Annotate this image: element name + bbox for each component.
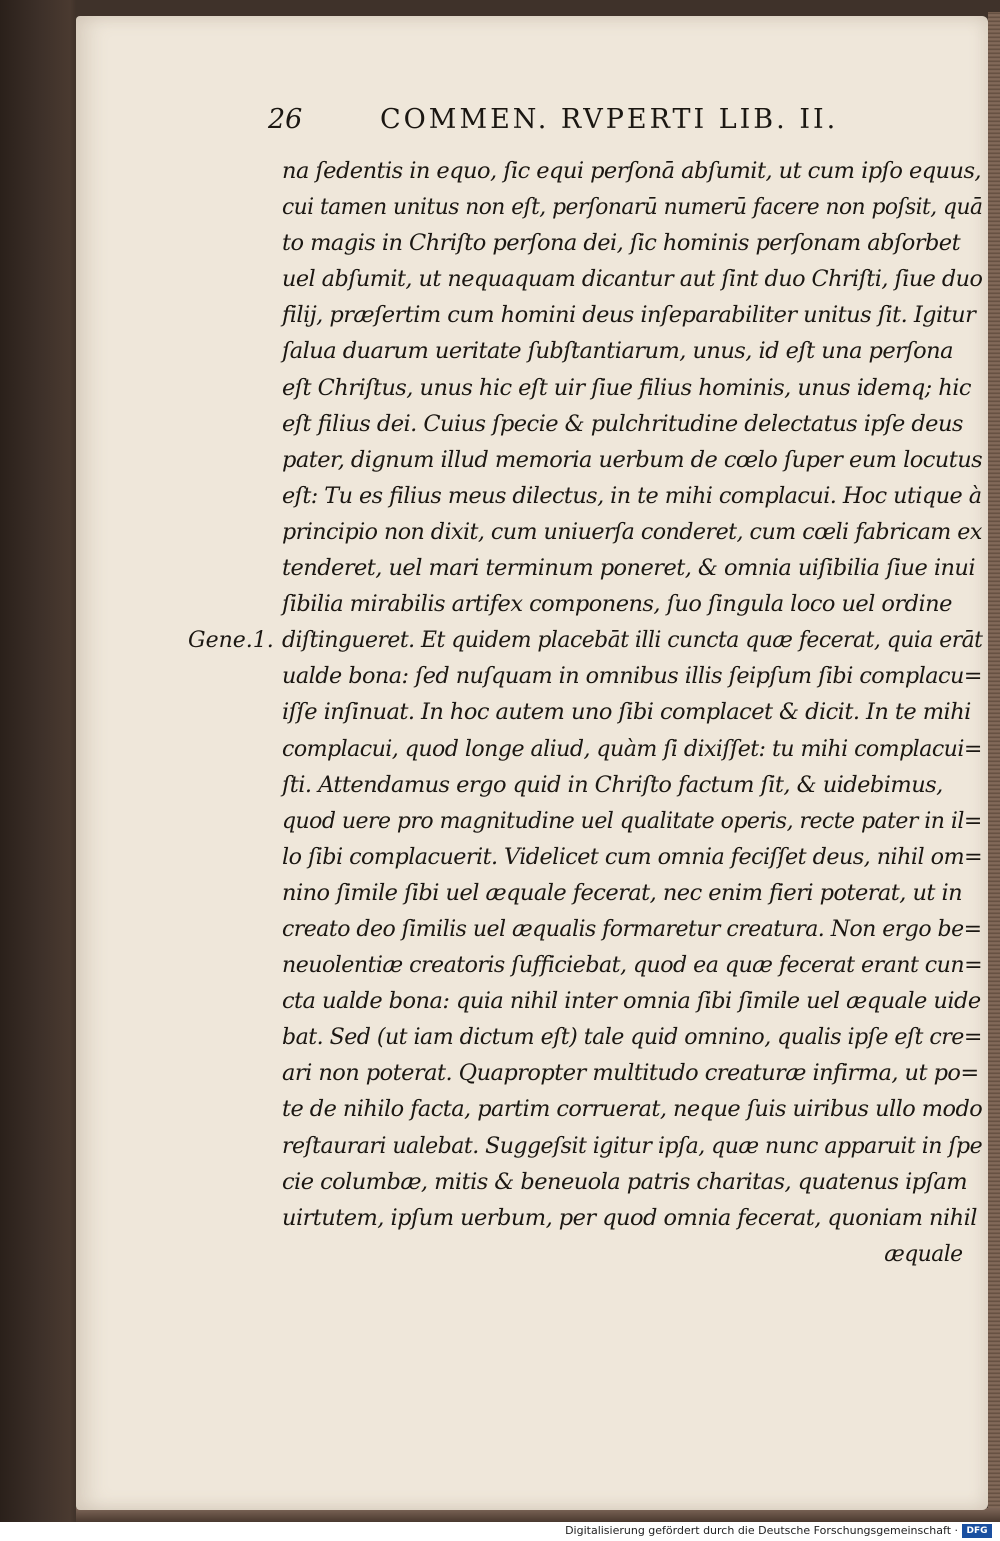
text-line: pater, dignum illud memoria uerbum de cœlo ſuper eum locutus xyxy=(282,446,983,473)
text-line: cta ualde bona: quia nihil inter omnia ſibi ſimile uel æquale uide xyxy=(282,988,981,1015)
text-line: creato deo ſimilis uel æqualis formaretur creatura. Non ergo be= xyxy=(282,915,982,942)
text-line: ari non poterat. Quapropter multitudo creaturæ infirma, ut po= xyxy=(282,1060,979,1087)
text-line: eſt: Tu es filius meus dilectus, in te mihi complacui. Hoc utique à xyxy=(282,482,982,509)
text-line: neuolentiæ creatoris ſufficiebat, quod ea quæ fecerat erant cun= xyxy=(282,952,983,979)
text-line: reſtaurari ualebat. Suggeſsit igitur ipſa, quæ nunc apparuit in ſpe xyxy=(282,1132,983,1159)
text-line: filij, præſertim cum homini deus inſeparabiliter unitus ſit. Igitur xyxy=(282,302,976,329)
running-head xyxy=(268,104,928,144)
text-line: ſalua duarum ueritate ſubſtantiarum, unus, id eſt una perſona xyxy=(282,338,953,365)
text-line: cui tamen unitus non eſt, perſonarū numerū facere non poſsit, quā xyxy=(282,194,983,221)
text-line: ualde bona: ſed nuſquam in omnibus illis ſeipſum ſibi complacu= xyxy=(282,663,982,690)
text-line: te de nihilo facta, partim corruerat, neque ſuis uiribus ullo modo xyxy=(282,1096,983,1123)
page-number: 26 xyxy=(268,104,303,135)
text-line: eſt Chriſtus, unus hic eſt uir ſiue filius hominis, unus idemq; hic xyxy=(282,374,971,401)
text-block xyxy=(282,153,982,1272)
text-line: eſt filius dei. Cuius ſpecie & pulchritudine delectatus ipſe deus xyxy=(282,410,963,437)
book-bottom-edge xyxy=(76,1508,1000,1522)
text-line: bat. Sed (ut iam dictum eſt) tale quid omnino, qualis ipſe eſt cre= xyxy=(282,1024,982,1051)
text-line: tenderet, uel mari terminum poneret, & omnia uiſibilia ſiue inui xyxy=(282,555,976,582)
text-line: ſti. Attendamus ergo quid in Chriſto factum ſit, & uidebimus, xyxy=(282,771,943,798)
text-line: na ſedentis in equo, ſic equi perſonā abſumit, ut cum ipſo equus, xyxy=(282,158,982,184)
text-line: uel abſumit, ut nequaquam dicantur aut ſint duo Chriſti, ſiue duo xyxy=(282,266,983,293)
text-line: nino ſimile ſibi uel æquale fecerat, nec enim fieri poterat, ut in xyxy=(282,879,963,906)
text-line: diſtingueret. Et quidem placebāt illi cuncta quæ fecerat, quia erāt xyxy=(282,627,983,654)
text-line: iſſe inſinuat. In hoc autem uno ſibi complacet & dicit. In te mihi xyxy=(282,699,971,726)
running-title: COMMEN. RVPERTI LIB. II. xyxy=(380,104,839,135)
text-line: principio non dixit, cum uniuerſa conderet, cum cœli fabricam ex xyxy=(282,518,982,545)
margin-note: Gene.1. xyxy=(188,628,274,653)
text-line: uirtutem, ipſum uerbum, per quod omnia fecerat, quoniam nihil xyxy=(282,1204,977,1231)
text-line: to magis in Chriſto perſona dei, ſic hominis perſonam abſorbet xyxy=(282,230,961,257)
catchword: æquale xyxy=(884,1240,963,1267)
dfg-logo: DFG xyxy=(962,1524,992,1538)
text-line: ſibilia mirabilis artifex componens, ſuo ſingula loco uel ordine xyxy=(282,591,952,618)
book-fore-edge xyxy=(988,12,1000,1517)
text-line: cie columbæ, mitis & beneuola patris charitas, quatenus ipſam xyxy=(282,1168,968,1195)
text-line: complacui, quod longe aliud, quàm ſi dixiſſet: tu mihi complacui= xyxy=(282,735,982,762)
text-line: lo ſibi complacuerit. Videlicet cum omnia feciſſet deus, nihil om= xyxy=(282,843,983,870)
text-line: quod uere pro magnitudine uel qualitate operis, recte pater in il= xyxy=(282,807,982,834)
digitization-credit: Digitalisierung gefördert durch die Deutsche Forschungsgemeinschaft · xyxy=(565,1524,958,1537)
